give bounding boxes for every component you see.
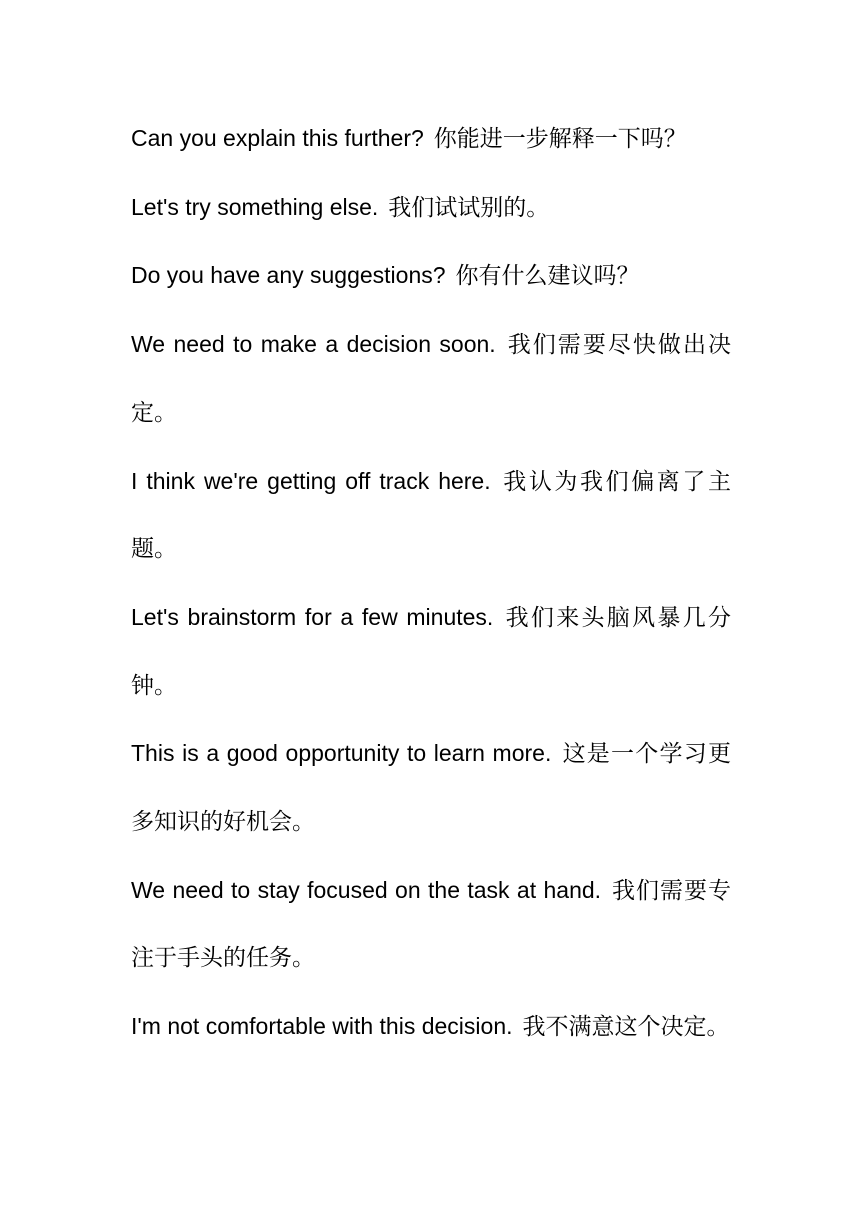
phrase-chinese: 我们需要尽快做出决定。 [131, 332, 731, 426]
phrase-english: Let's try something else. [131, 193, 379, 220]
phrase-item [131, 584, 731, 720]
phrase-english: We need to make a decision soon. [131, 331, 496, 358]
phrase-english: Let's brainstorm for a few minutes. [131, 603, 494, 630]
phrase-chinese: 我认为我们偏离了主题。 [131, 468, 731, 563]
phrase-chinese: 我不满意这个决定。 [522, 1014, 730, 1041]
phrase-chinese: 你有什么建议吗？ [455, 263, 640, 290]
phrase-item [131, 857, 731, 993]
phrase-chinese: 我们试试别的。 [388, 194, 550, 221]
phrase-english: We need to stay focused on the task at hand. [131, 876, 602, 903]
phrase-item [131, 242, 731, 311]
phrase-item [131, 311, 731, 447]
phrase-chinese: 我们来头脑风暴几分钟。 [131, 604, 732, 699]
phrase-item [131, 448, 731, 584]
phrase-chinese: 这是一个学习更多知识的好机会。 [131, 741, 731, 836]
phrase-chinese: 你能进一步解释一下吗？ [433, 126, 687, 152]
phrase-english: This is a good opportunity to learn more. [131, 740, 552, 767]
phrase-item [131, 174, 731, 243]
phrase-english: Do you have any suggestions? [131, 262, 446, 289]
phrase-english: I think we're getting off track here. [131, 467, 491, 494]
phrase-chinese: 我们需要专注于手头的任务。 [131, 877, 731, 972]
phrase-item [131, 993, 731, 1062]
phrase-list [131, 105, 731, 1062]
phrase-english: Can you explain this further? [131, 125, 424, 151]
phrase-english: I'm not comfortable with this decision. [131, 1013, 513, 1040]
phrase-item [131, 105, 731, 174]
phrase-item [131, 720, 731, 856]
